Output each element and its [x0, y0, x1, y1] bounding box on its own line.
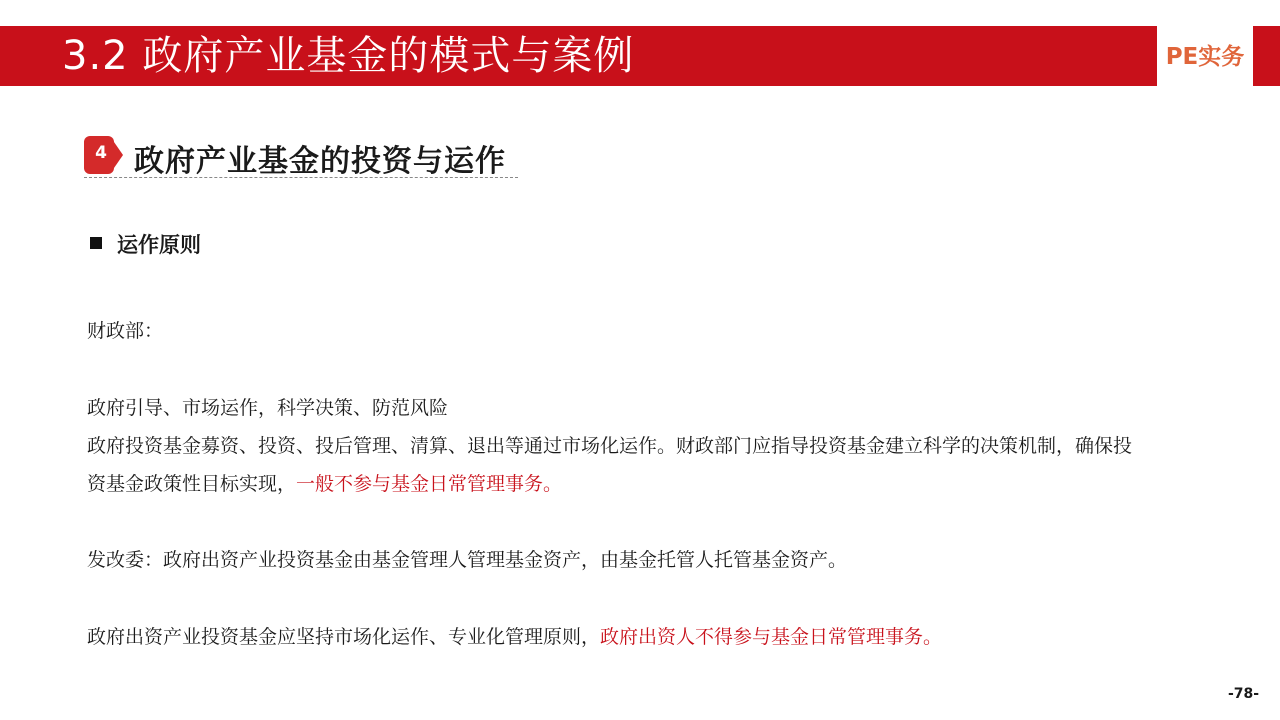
subheading-text: 运作原则 — [117, 233, 201, 257]
page-number: -78- — [1228, 686, 1260, 702]
section-underline — [84, 177, 518, 178]
section-heading — [84, 130, 520, 180]
paragraph-text: 政府出资产业投资基金应坚持市场化运作、专业化管理原则， — [87, 626, 601, 648]
section-title: 政府产业基金的投资与运作 — [134, 144, 506, 179]
highlight-text: 政府出资人不得参与基金日常管理事务。 — [600, 626, 943, 648]
logo-text: PE实务 — [1165, 44, 1245, 70]
paragraph-ndrc: 发改委：政府出资产业投资基金由基金管理人管理基金资产，由基金托管人托管基金资产。 — [87, 549, 848, 571]
highlight-text: 一般不参与基金日常管理事务。 — [296, 473, 563, 495]
paragraph-operation-line2 — [87, 469, 562, 496]
logo — [1157, 26, 1253, 86]
title-bar — [0, 26, 1280, 86]
paragraph-market-principle — [87, 622, 942, 649]
square-bullet-icon — [90, 237, 102, 249]
slide-title: 3.2 政府产业基金的模式与案例 — [62, 33, 635, 79]
paragraph-principle: 政府引导、市场运作，科学决策、防范风险 — [87, 397, 449, 419]
paragraph-text: 资基金政策性目标实现， — [87, 473, 297, 495]
paragraph-mof-label: 财政部： — [87, 320, 164, 342]
paragraph-operation-line1: 政府投资基金募资、投资、投后管理、清算、退出等通过市场化运作。财政部门应指导投资基金建立科学的决策机制，确保投 — [87, 435, 1133, 457]
section-number: 4 — [95, 143, 107, 163]
